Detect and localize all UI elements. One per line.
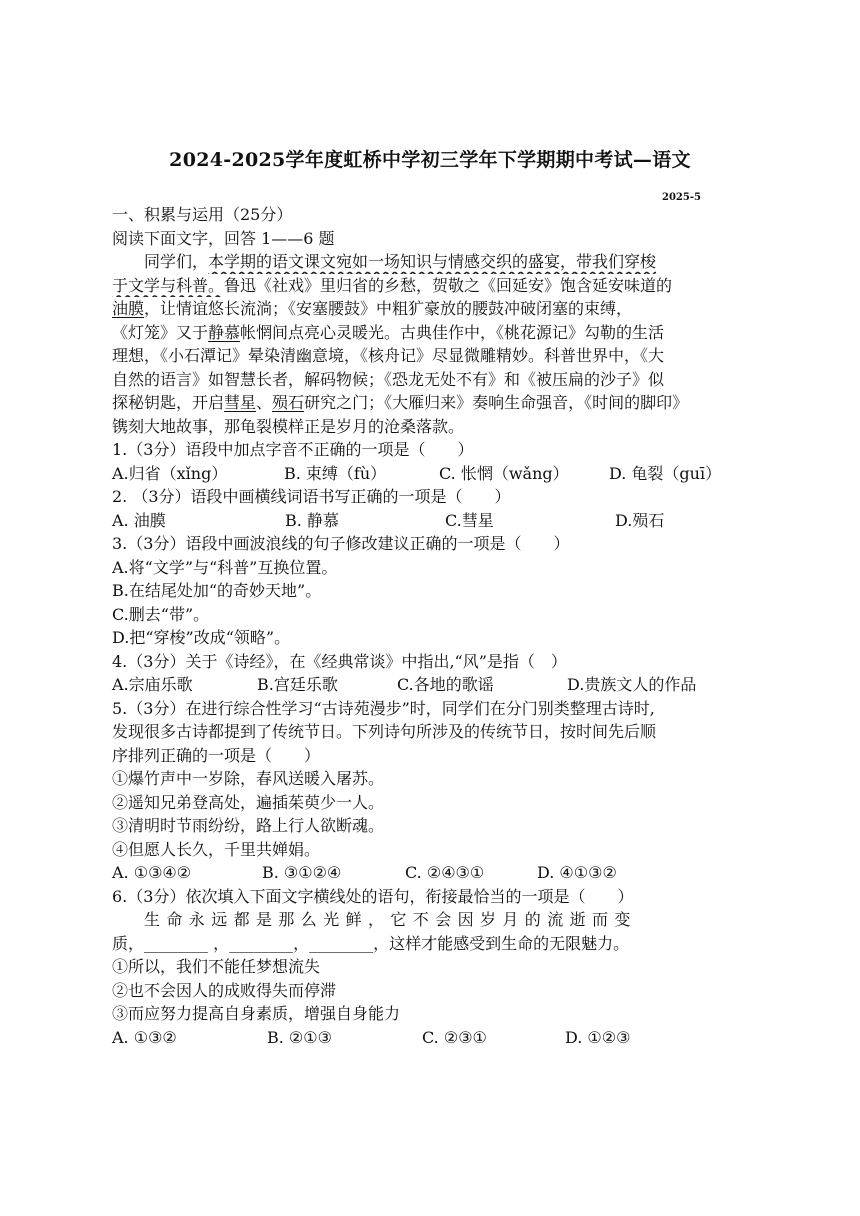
option-a: A.归省（xǐng）: [112, 463, 228, 483]
passage-text: ，让情谊悠长流淌；《安塞腰鼓》中粗犷豪放的腰鼓冲破闭塞的束缚，: [144, 299, 633, 318]
option-c: C.删去“带”。: [112, 604, 210, 624]
question-5-stem: 5.（3分）在进行综合性学习“古诗苑漫步”时，同学们在分门别类整理古诗时,: [112, 698, 655, 718]
underlined-word: 静慕: [208, 322, 241, 342]
passage-line: [112, 321, 737, 345]
option-d: D. ①②③: [565, 1027, 631, 1047]
option-a: A. ①③②: [112, 1027, 177, 1047]
question-6-text: 生命永远都是那么光鲜，它不会因岁月的流逝而变: [144, 910, 637, 929]
question-4-options: [112, 673, 737, 697]
underlined-word: 殒石: [272, 393, 305, 412]
underlined-word: 彗星: [224, 393, 257, 412]
sentence-option: ①所以，我们不能任梦想流失: [112, 957, 321, 976]
sentence-option: ③而应努力提高自身素质，增强自身能力: [112, 1004, 401, 1023]
question-6-text: 质，________ ，________，________，这样才能感受到生命的无限魅力。: [112, 933, 630, 953]
option-c: C.各地的歌谣: [397, 675, 494, 694]
question-3-stem: 3.（3分）语段中画波浪线的句子修改建议正确的一项是（ ）: [112, 534, 570, 553]
passage-text: 、: [256, 393, 273, 412]
section-instruction: 阅读下面文字，回答 1——6 题: [112, 228, 335, 248]
wavy-sentence: 本学期的语文课文宛如一场知识与情感交织的盛宴，带我们穿梭: [208, 252, 657, 271]
option-d: D.把“穿梭”改成“领略”。: [112, 628, 291, 647]
passage-text: 同学们，: [144, 252, 209, 271]
question-4-stem: 4.（3分）关于《诗经》，在《经典常谈》中指出,“风”是指（ ）: [112, 651, 567, 671]
option-b: B. ②①③: [267, 1027, 332, 1047]
passage-text: 《灯笼》又于: [112, 322, 209, 342]
passage-line: [112, 250, 737, 274]
option-d: D. ④①③②: [537, 863, 617, 882]
question-6-options: [112, 1026, 737, 1050]
option-a: A. ①③④②: [112, 863, 192, 882]
passage-text: 研究之门；《大雁归来》奏响生命强音，《时间的脚印》: [304, 393, 689, 412]
option-b: B. 束缚（fù）: [284, 463, 387, 483]
exam-date: 2025-5: [662, 192, 701, 203]
option-b: B. 静慕: [285, 510, 339, 530]
underlined-word: 油膜: [112, 299, 145, 318]
passage-line: [112, 391, 737, 415]
option-c: C. ②④③①: [405, 863, 485, 882]
question-1-options: [112, 462, 737, 486]
option-d: D.贵族文人的作品: [567, 675, 697, 694]
passage-text: 探秘钥匙，开启: [112, 393, 225, 412]
question-1-stem: 1.（3分）语段中加点字音不正确的一项是（ ）: [112, 440, 474, 459]
section-heading: 一、积累与运用（25分）: [112, 205, 293, 224]
question-5-stem: 序排列正确的一项是（ ）: [112, 745, 321, 765]
option-d: D.殒石: [615, 510, 665, 530]
option-c: C.彗星: [445, 510, 494, 530]
option-b: B.宫廷乐歌: [257, 675, 338, 694]
poem-line: ①爆竹声中一岁除，春风送暖入屠苏。: [112, 769, 385, 788]
option-a: A. 油膜: [112, 510, 166, 530]
question-6-stem: 6.（3分）依次填入下面文字横线处的语句，衔接最恰当的一项是（ ）: [112, 886, 634, 906]
option-b: B. ③①②④: [262, 863, 342, 882]
reading-passage: [112, 250, 737, 438]
question-2-options: [112, 509, 737, 533]
question-5-options: [112, 861, 737, 885]
passage-line: [112, 274, 737, 298]
option-a: A.宗庙乐歌: [112, 675, 193, 694]
passage-text: 帐惘间点亮心灵暖光。古典佳作中，《桃花源记》勾勒的生活: [240, 322, 665, 342]
poem-line: ②遥知兄弟登高处，遍插茱萸少一人。: [112, 792, 385, 812]
question-5-stem: 发现很多古诗都提到了传统节日。下列诗句所涉及的传统节日，按时间先后顺: [112, 722, 657, 741]
option-b: B.在结尾处加“的奇妙天地”。: [112, 581, 322, 600]
poem-line: ④但愿人长久，千里共婵娟。: [112, 839, 321, 859]
exam-content: [112, 203, 737, 1049]
passage-text: 鲁迅《社戏》里归省的乡愁，贺敬之《回延安》饱含延安味道的: [224, 275, 673, 295]
exam-title: 2024-2025学年度虹桥中学初三学年下学期期中考试—语文: [169, 149, 691, 171]
passage-line: 理想，《小石潭记》晕染清幽意境，《核舟记》尽显微雕精妙。科普世界中，《大: [112, 346, 665, 365]
wavy-sentence-end: 于文学与科普。: [112, 275, 225, 295]
poem-line: ③清明时节雨纷纷，路上行人欲断魂。: [112, 816, 385, 835]
option-c: C. 怅惘（wǎng）: [439, 463, 569, 483]
passage-line: 自然的语言》如智慧长者，解码物候；《恐龙无处不有》和《被压扁的沙子》似: [112, 369, 665, 389]
option-c: C. ②③①: [422, 1027, 487, 1047]
passage-line: 镌刻大地故事，那龟裂模样正是岁月的沧桑落款。: [112, 416, 465, 436]
passage-line: [112, 297, 737, 321]
option-d: D. 龟裂（guī）: [609, 463, 722, 483]
question-2-stem: 2. （3分）语段中画横线词语书写正确的一项是（ ）: [112, 487, 511, 506]
option-a: A.将“文学”与“科普”互换位置。: [112, 557, 338, 577]
sentence-option: ②也不会因人的成败得失而停滞: [112, 980, 337, 1000]
